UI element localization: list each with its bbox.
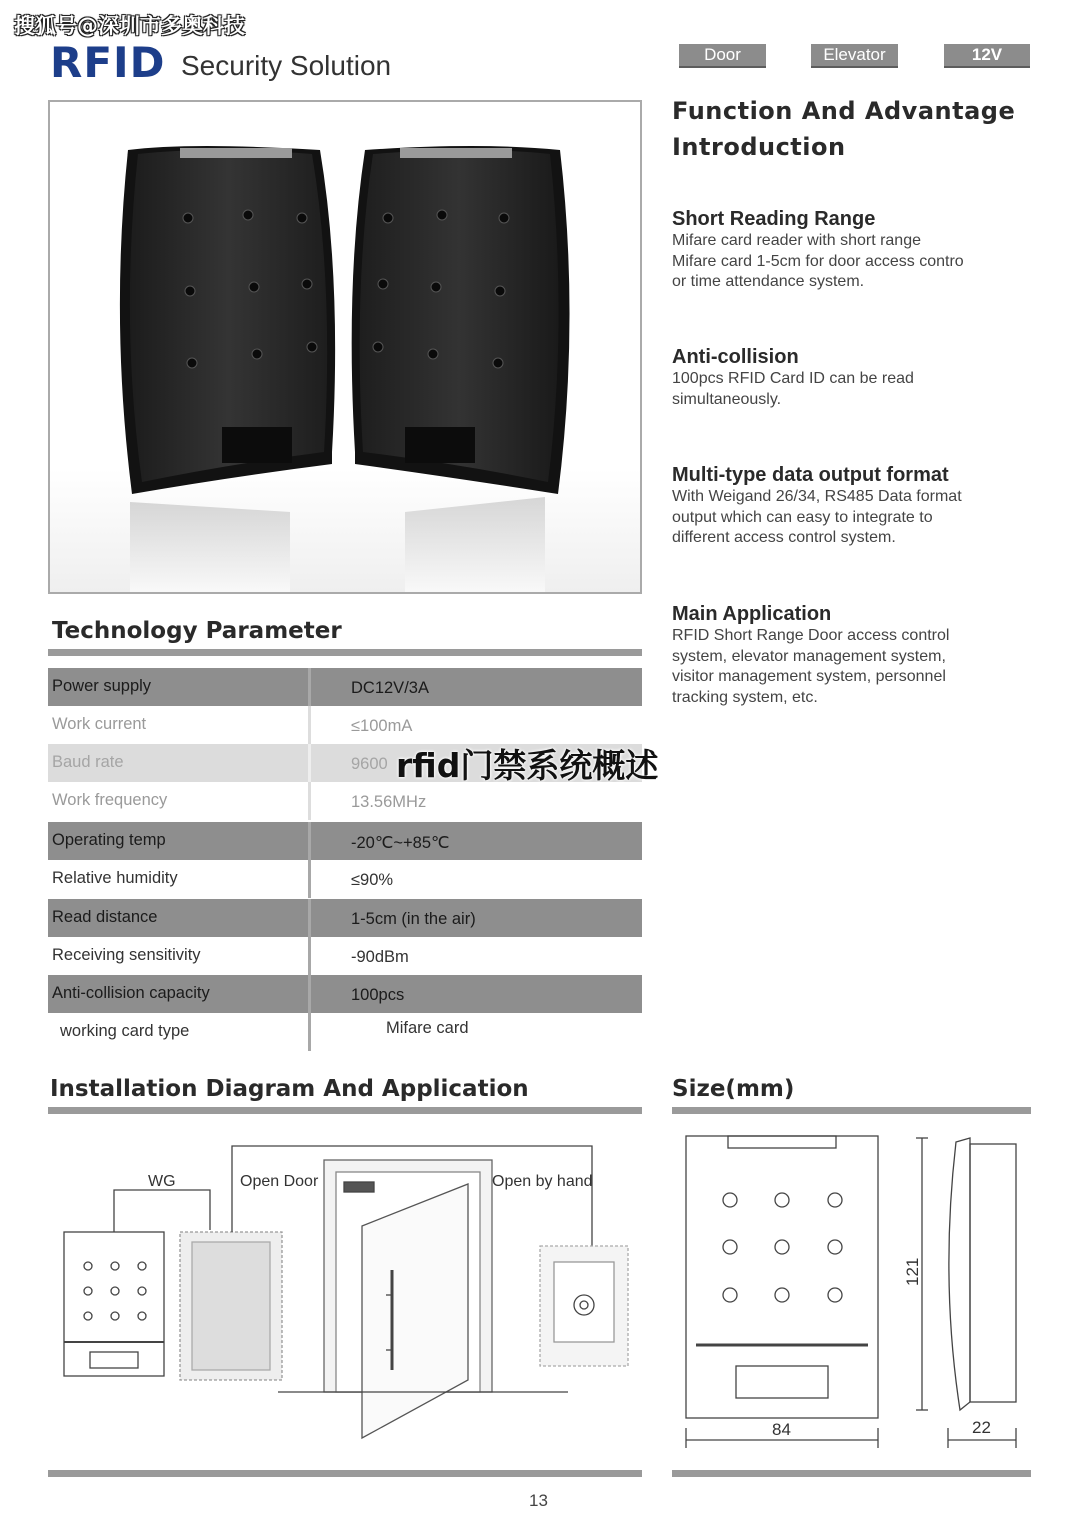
feature-body — [672, 626, 1022, 708]
tech-title: Technology Parameter — [52, 618, 342, 644]
param-value: 13.56MHz — [351, 793, 427, 811]
param-label: Relative humidity — [52, 869, 178, 887]
param-label: Receiving sensitivity — [52, 946, 201, 964]
installation-diagram — [48, 1130, 642, 1450]
reader-box — [64, 1232, 164, 1376]
feature-output-format — [672, 464, 1022, 549]
front-dots — [723, 1193, 842, 1302]
param-value: ≤90% — [351, 871, 394, 889]
feature-title: Main Application — [672, 603, 832, 625]
feature-body — [672, 231, 1022, 293]
size-bottom-rule — [672, 1470, 1031, 1477]
feature-line: visitor management system, personnel — [672, 668, 946, 685]
feature-title: Anti-collision — [672, 346, 799, 368]
param-value: ≤100mA — [351, 717, 413, 735]
param-value: -20℃~+85℃ — [351, 834, 450, 852]
brand-logo: RFID — [50, 38, 166, 87]
intro-heading-line1: Function And Advantage — [672, 97, 1016, 125]
param-value: DC12V/3A — [351, 679, 429, 697]
side-view — [949, 1138, 970, 1410]
dim-width: 84 — [772, 1420, 791, 1439]
size-title-rule — [672, 1107, 1031, 1114]
table-row — [48, 782, 642, 820]
param-label: Read distance — [52, 908, 158, 926]
intro-heading — [672, 93, 1015, 165]
label-wg: WG — [148, 1173, 176, 1190]
size-diagram — [672, 1130, 1031, 1460]
table-row — [48, 860, 642, 898]
param-label: working card type — [60, 1022, 190, 1040]
param-label: Anti-collision capacity — [52, 984, 210, 1002]
feature-line: 100pcs RFID Card ID can be read — [672, 370, 914, 387]
tag-voltage: 12V — [944, 44, 1030, 68]
tag-door: Door — [679, 44, 766, 68]
feature-line: different access control system. — [672, 529, 896, 546]
front-view — [686, 1136, 878, 1418]
feature-body — [672, 369, 1022, 410]
feature-anti-collision — [672, 346, 1022, 410]
table-row — [48, 822, 642, 860]
feature-body — [672, 487, 1022, 549]
param-value: -90dBm — [351, 948, 409, 966]
install-bottom-rule — [48, 1470, 642, 1477]
brand-subtitle: Security Solution — [181, 50, 392, 81]
table-row — [48, 899, 642, 937]
table-row — [48, 975, 642, 1013]
tag-elevator: Elevator — [811, 44, 898, 68]
feature-line: or time attendance system. — [672, 273, 865, 290]
label-open-door: Open Door — [240, 1173, 319, 1190]
feature-title: Short Reading Range — [672, 208, 876, 230]
tech-title-rule — [48, 649, 642, 656]
table-row — [48, 668, 642, 706]
install-title: Installation Diagram And Application — [50, 1076, 529, 1102]
label-open-by-hand: Open by hand — [492, 1173, 593, 1190]
overlay-caption: rfid门禁系统概述 — [396, 746, 659, 785]
product-photo — [48, 100, 642, 594]
feature-short-range — [672, 208, 1022, 293]
intro-heading-line2: Introduction — [672, 133, 846, 161]
param-label: Work frequency — [52, 791, 168, 809]
feature-line: RFID Short Range Door access control — [672, 627, 950, 644]
param-value: 1-5cm (in the air) — [351, 910, 476, 928]
install-title-rule — [48, 1107, 642, 1114]
table-row — [48, 706, 642, 744]
table-row — [48, 937, 642, 975]
param-value: Mifare card — [386, 1019, 469, 1037]
magnetic-lock — [344, 1182, 374, 1192]
feature-title: Multi-type data output format — [672, 464, 949, 486]
feature-main-application — [672, 603, 1022, 708]
param-label: Work current — [52, 715, 147, 733]
param-value: 9600 — [351, 755, 388, 773]
feature-line: With Weigand 26/34, RS485 Data format — [672, 488, 962, 505]
dim-depth: 22 — [972, 1418, 991, 1437]
page-number: 13 — [529, 1491, 548, 1510]
watermark: 搜狐号@深圳市多奥科技 — [14, 14, 245, 38]
feature-line: Mifare card 1-5cm for door access contro — [672, 252, 964, 270]
feature-line: simultaneously. — [672, 390, 782, 408]
dim-height: 121 — [903, 1257, 922, 1286]
feature-line: tracking system, etc. — [672, 688, 818, 706]
param-label: Power supply — [52, 677, 152, 695]
param-value: 100pcs — [351, 986, 405, 1004]
param-label: Operating temp — [52, 831, 166, 849]
param-label: Baud rate — [52, 753, 124, 771]
card-reader-illustration — [50, 102, 640, 592]
feature-line: output which can easy to integrate to — [672, 508, 933, 526]
table-row — [48, 1013, 642, 1051]
feature-line: system, elevator management system, — [672, 647, 946, 665]
size-title: Size(mm) — [672, 1076, 795, 1102]
feature-line: Mifare card reader with short range — [672, 232, 921, 249]
